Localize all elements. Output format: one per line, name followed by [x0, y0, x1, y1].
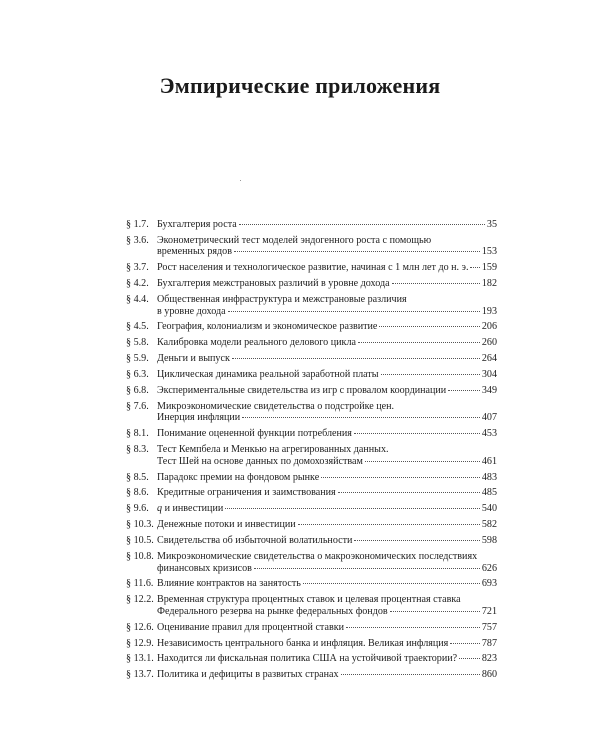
toc-entry-title — [157, 444, 389, 456]
toc-entry-page-number: 159 — [481, 262, 497, 274]
toc-entry[interactable] — [126, 535, 497, 547]
toc-entry-title-text: Независимость центрального банка и инфляция. Великая инфляция — [157, 637, 449, 649]
toc-entry[interactable] — [126, 219, 497, 231]
toc-entry-page-number: 485 — [481, 487, 497, 499]
toc-entry-section-number: § 6.3. — [126, 369, 149, 381]
toc-entry-title — [157, 353, 230, 365]
toc-entry-title-text: Бухгалтерия роста — [157, 219, 237, 230]
toc-entry-page-number: 153 — [481, 246, 497, 258]
toc-dot-leader — [303, 583, 480, 584]
toc-dot-leader — [234, 251, 480, 252]
toc-entry-title-text: Бухгалтерия межстрановых различий в уровне дохода — [157, 278, 390, 290]
toc-entry-title — [157, 321, 377, 333]
toc-dot-leader — [448, 390, 480, 391]
toc-entry-body — [157, 385, 497, 397]
toc-entry[interactable] — [126, 369, 497, 381]
toc-entry[interactable] — [126, 385, 497, 397]
toc-entry-page-number: 721 — [481, 605, 497, 617]
toc-entry-section-number: § 10.8. — [126, 551, 154, 563]
toc-entry-title — [157, 306, 226, 318]
toc-entry-line — [157, 622, 497, 634]
toc-entry-page-number: 582 — [481, 519, 497, 531]
toc-entry[interactable] — [126, 321, 497, 333]
toc-entry-title — [157, 519, 296, 531]
toc-dot-leader — [354, 433, 480, 434]
toc-dot-leader — [242, 417, 480, 418]
toc-dot-leader — [341, 674, 480, 675]
toc-dot-leader — [392, 283, 480, 284]
toc-entry[interactable] — [126, 578, 497, 590]
toc-entry[interactable] — [126, 551, 497, 574]
toc-entry-line — [157, 551, 497, 563]
toc-entry-body — [157, 578, 497, 590]
toc-entry-title — [157, 578, 301, 590]
toc-entry-body — [157, 337, 497, 349]
toc-entry-page-number: 453 — [481, 428, 497, 440]
toc-entry-title — [157, 278, 390, 290]
toc-entry-title-text: Экспериментальные свидетельства из игр с провалом координации — [157, 385, 447, 397]
toc-entry-line — [157, 444, 497, 456]
toc-entry[interactable] — [126, 594, 497, 617]
toc-entry-line — [157, 262, 497, 274]
toc-dot-leader — [381, 374, 480, 375]
toc-entry-title — [157, 246, 232, 258]
toc-entry-body — [157, 519, 497, 531]
toc-entry-body — [157, 401, 497, 424]
toc-entry-title — [157, 669, 339, 681]
toc-entry-title — [157, 369, 379, 381]
toc-entry-title-text: Оценивание правил для процентной ставки — [157, 621, 345, 633]
toc-entry-line — [157, 578, 497, 590]
toc-entry[interactable] — [126, 337, 497, 349]
toc-entry-page-number: 757 — [481, 621, 497, 633]
toc-entry-body — [157, 369, 497, 381]
toc-entry-section-number: § 8.5. — [126, 471, 149, 483]
toc-entry[interactable] — [126, 472, 497, 484]
toc-entry-line — [157, 294, 497, 306]
toc-entry-title-text: Парадокс премии на фондовом рынке — [157, 471, 320, 483]
toc-entry-line — [157, 519, 497, 531]
toc-entry-page-number: 823 — [481, 653, 497, 665]
toc-entry-body — [157, 219, 497, 231]
toc-entry-title — [157, 594, 461, 606]
toc-entry-page-number: 407 — [481, 412, 497, 424]
toc-entry-page-number: 598 — [481, 535, 497, 547]
toc-dot-leader — [470, 267, 479, 268]
toc-entry-section-number: § 10.3. — [126, 519, 154, 531]
toc-entry-section-number: § 8.1. — [126, 428, 149, 440]
toc-entry[interactable] — [126, 519, 497, 531]
toc-entry-title — [157, 412, 240, 424]
toc-entry-title — [157, 385, 446, 397]
toc-entry-body — [157, 353, 497, 365]
toc-entry-title — [157, 337, 356, 349]
toc-entry-title-text: Кредитные ограничения и заимствования — [157, 487, 336, 499]
toc-entry-title-text: в уровне дохода — [157, 305, 226, 317]
toc-entry-section-number: § 5.9. — [126, 353, 149, 365]
toc-entry[interactable] — [126, 487, 497, 499]
toc-entry-line — [157, 337, 497, 349]
toc-dot-leader — [228, 311, 480, 312]
toc-entry-section-number: § 4.2. — [126, 278, 149, 290]
toc-entry-line — [157, 369, 497, 381]
toc-entry-title-text: и инвестиции — [164, 503, 224, 515]
toc-entry-section-number: § 3.6. — [126, 234, 149, 246]
toc-dot-leader — [321, 477, 480, 478]
toc-dot-leader — [379, 326, 479, 327]
toc-entry-line — [157, 638, 497, 650]
toc-entry-title — [157, 622, 344, 634]
toc-entry-title-text: Тест Кемпбела и Менкью на агрегированных данных. — [157, 444, 389, 456]
toc-entry-title-text: Находится ли фискальная политика США на устойчивой траектории? — [157, 653, 458, 665]
toc-dot-leader — [354, 540, 479, 541]
toc-entry-title — [157, 487, 336, 499]
toc-dot-leader — [459, 658, 480, 659]
toc-entry-page-number: 693 — [481, 578, 497, 590]
toc-entry-title-text: Деньги и выпуск — [157, 353, 230, 365]
toc-entry-line — [157, 535, 497, 547]
toc-entry-section-number: § 9.6. — [126, 503, 149, 515]
toc-entry-section-number: § 13.7. — [126, 669, 154, 681]
toc-entry[interactable] — [126, 262, 497, 274]
toc-entry-title — [157, 638, 448, 650]
toc-entry-page-number: 483 — [481, 471, 497, 483]
toc-entry-section-number: § 11.6. — [126, 578, 154, 590]
toc-entry[interactable] — [126, 294, 497, 317]
toc-entry-page-number: 206 — [481, 321, 497, 333]
toc-entry-line — [157, 563, 497, 575]
toc-dot-leader — [365, 461, 480, 462]
toc-entry-section-number: § 6.8. — [126, 385, 149, 397]
toc-entry-title-text: География, колониализм и экономическое развитие — [157, 321, 378, 333]
toc-entry-title-text: Понимание оцененной функции потребления — [157, 428, 352, 440]
toc-entry-page-number: 349 — [481, 385, 497, 397]
toc-entry-line — [157, 653, 497, 665]
toc-entry-section-number: § 12.6. — [126, 621, 154, 633]
toc-entry-title-text: Временная структура процентных ставок и целевая процентная ставка — [157, 594, 461, 606]
toc-entry[interactable] — [126, 444, 497, 467]
toc-entry-title — [157, 503, 223, 515]
toc-entry-line — [157, 503, 497, 515]
toc-entry-section-number: § 12.2. — [126, 594, 154, 606]
toc-entry-line — [157, 669, 497, 681]
toc-entry-body — [157, 262, 497, 274]
toc-entry-title — [157, 563, 252, 575]
toc-entry-page-number: 626 — [481, 562, 497, 574]
toc-entry-line — [157, 412, 497, 424]
toc-entry-section-number: § 12.9. — [126, 637, 154, 649]
toc-entry-section-number: § 4.5. — [126, 321, 149, 333]
toc-dot-leader — [450, 643, 480, 644]
toc-entry-line — [157, 456, 497, 468]
toc-entry-body — [157, 428, 497, 440]
toc-entry-title — [157, 535, 352, 547]
toc-entry-section-number: § 4.4. — [126, 294, 149, 306]
toc-entry-title — [157, 456, 363, 468]
toc-entry[interactable] — [126, 428, 497, 440]
print-speck — [240, 180, 241, 181]
toc-entry-body — [157, 278, 497, 290]
toc-entry-title-text: Циклическая динамика реальной заработной платы — [157, 369, 379, 381]
toc-entry-page-number: 461 — [481, 455, 497, 467]
toc-entry-section-number: § 13.1. — [126, 653, 154, 665]
toc-entry-section-number: § 7.6. — [126, 400, 149, 412]
toc-entry-page-number: 860 — [481, 669, 497, 681]
toc-entry-line — [157, 594, 497, 606]
toc-entry-line — [157, 306, 497, 318]
toc-entry-line — [157, 428, 497, 440]
toc-entry-body — [157, 594, 497, 617]
toc-entry-title-text: Рост населения и технологическое развитие, начиная с 1 млн лет до н. э. — [157, 262, 469, 274]
toc-entry-section-number: § 10.5. — [126, 535, 154, 547]
toc-entry-title-text: Влияние контрактов на занятость — [157, 578, 301, 590]
toc-dot-leader — [346, 627, 480, 628]
toc-entry-section-number: § 1.7. — [126, 219, 149, 230]
toc-entry-section-number: § 5.8. — [126, 337, 149, 349]
toc-entry-page-number: 787 — [481, 637, 497, 649]
toc-entry-page-number: 260 — [481, 337, 497, 349]
toc-entry-body — [157, 622, 497, 634]
toc-entry-title — [157, 294, 407, 306]
toc-entry-line — [157, 321, 497, 333]
toc-dot-leader — [239, 224, 485, 225]
toc-dot-leader — [358, 342, 480, 343]
toc-entry-body — [157, 321, 497, 333]
toc-entry-line — [157, 472, 497, 484]
toc-entry-page-number: 193 — [481, 305, 497, 317]
toc-dot-leader — [254, 568, 480, 569]
toc-entry-title-text: Инерция инфляции — [157, 412, 241, 424]
toc-entry-body — [157, 503, 497, 515]
toc-entry-page-number: 540 — [481, 503, 497, 515]
toc-entry-line — [157, 353, 497, 365]
toc-entry-title — [157, 428, 352, 440]
toc-entry-body — [157, 669, 497, 681]
toc-entry-body — [157, 653, 497, 665]
toc-entry-title-text: Тест Шей на основе данных по домохозяйствам — [157, 455, 363, 467]
toc-entry-title-text: Свидетельства об избыточной волатильности — [157, 535, 353, 547]
toc-entry[interactable] — [126, 503, 497, 515]
toc-entry-title — [157, 401, 394, 413]
toc-entry-section-number: § 8.6. — [126, 487, 149, 499]
toc-entry-title — [157, 235, 431, 247]
toc-entry-title — [157, 472, 319, 484]
toc-entry[interactable] — [126, 235, 497, 258]
page-title: Эмпирические приложения — [159, 73, 441, 98]
toc-entry-title-text: Федерального резерва на рынке федеральных фондов — [157, 605, 388, 617]
toc-entry-line — [157, 219, 497, 231]
toc-dot-leader — [390, 611, 480, 612]
toc-dot-leader — [338, 492, 480, 493]
toc-entry[interactable] — [126, 669, 497, 681]
toc-entry-line — [157, 246, 497, 258]
toc-entry-title-text: Эконометрический тест моделей эндогенного роста с помощью — [157, 234, 432, 246]
toc-entry-body — [157, 551, 497, 574]
toc-dot-leader — [232, 358, 480, 359]
toc-entry-body — [157, 235, 497, 258]
toc-entry-section-number: § 3.7. — [126, 262, 149, 274]
toc-entry-line — [157, 235, 497, 247]
toc-dot-leader — [298, 524, 480, 525]
toc-entry[interactable] — [126, 401, 497, 424]
toc-entry[interactable] — [126, 638, 497, 650]
toc-entry-title-text: финансовых кризисов — [157, 562, 252, 574]
toc-entry-page-number: 264 — [481, 353, 497, 365]
toc-entry-body — [157, 472, 497, 484]
toc-entry-body — [157, 535, 497, 547]
toc-entry-body — [157, 487, 497, 499]
toc-entry[interactable] — [126, 353, 497, 365]
toc-entry-title — [157, 219, 237, 231]
toc-entry-title — [157, 262, 468, 274]
toc-dot-leader — [225, 508, 480, 509]
toc-list — [126, 219, 497, 685]
toc-entry-body — [157, 638, 497, 650]
toc-entry-page-number: 35 — [486, 219, 497, 230]
toc-entry[interactable] — [126, 653, 497, 665]
toc-entry-title — [157, 653, 457, 665]
toc-entry-title-text: Микроэкономические свидетельства о подстройке цен. — [157, 400, 395, 412]
toc-entry-title-text: временных рядов — [157, 246, 232, 258]
toc-entry-title-text: Денежные потоки и инвестиции — [157, 519, 296, 531]
toc-entry[interactable] — [126, 622, 497, 634]
toc-entry-title-text: Калибровка модели реального делового цикла — [157, 337, 356, 349]
toc-entry[interactable] — [126, 278, 497, 290]
toc-entry-title-text: Политика и дефициты в развитых странах — [157, 669, 339, 681]
toc-entry-body — [157, 294, 497, 317]
toc-entry-line — [157, 278, 497, 290]
toc-entry-title — [157, 551, 477, 563]
toc-entry-line — [157, 385, 497, 397]
toc-entry-line — [157, 487, 497, 499]
toc-entry-title-text: Общественная инфраструктура и межстрановые различия — [157, 294, 407, 306]
toc-entry-body — [157, 444, 497, 467]
toc-entry-title — [157, 606, 388, 618]
toc-entry-line — [157, 606, 497, 618]
toc-entry-symbol: q — [157, 503, 163, 515]
toc-entry-line — [157, 401, 497, 413]
toc-entry-section-number: § 8.3. — [126, 444, 149, 456]
toc-entry-page-number: 182 — [481, 278, 497, 290]
toc-entry-title-text: Микроэкономические свидетельства о макроэкономических последствиях — [157, 551, 478, 563]
toc-entry-page-number: 304 — [481, 369, 497, 381]
